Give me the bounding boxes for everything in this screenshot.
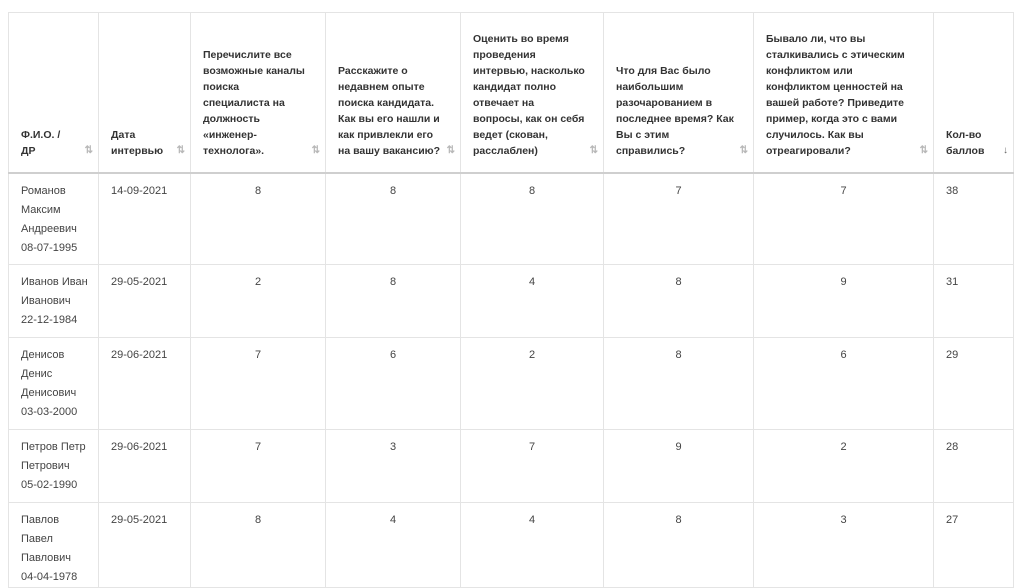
sort-icon[interactable]: ⇅ bbox=[589, 144, 597, 156]
sort-icon[interactable]: ⇅ bbox=[311, 144, 319, 156]
candidates-table-container bbox=[8, 12, 1013, 588]
cell-name bbox=[9, 430, 99, 503]
cell-total: 29 bbox=[934, 338, 1014, 430]
cell-date: 29-06-2021 bbox=[99, 430, 191, 503]
cell-score-q5: 2 bbox=[754, 430, 934, 503]
cell-score-q2: 4 bbox=[326, 503, 461, 588]
cell-score-q2: 3 bbox=[326, 430, 461, 503]
cell-score-q1: 2 bbox=[191, 265, 326, 338]
column-header-total[interactable] bbox=[934, 13, 1014, 173]
table-header-row bbox=[9, 13, 1014, 173]
table-row[interactable] bbox=[9, 430, 1014, 503]
column-header-label: Расскажите о недавнем опыте поиска кандидата. Как вы его нашли и как привлекли его на вашу вакансию? bbox=[338, 64, 441, 157]
cell-total: 31 bbox=[934, 265, 1014, 338]
column-header-q4[interactable] bbox=[604, 13, 754, 173]
cell-score-q3: 4 bbox=[461, 503, 604, 588]
cell-date: 29-05-2021 bbox=[99, 265, 191, 338]
sort-desc-icon[interactable]: ↓ bbox=[1003, 144, 1007, 156]
cell-score-q1: 8 bbox=[191, 503, 326, 588]
cell-total: 27 bbox=[934, 503, 1014, 588]
sort-icon[interactable]: ⇅ bbox=[919, 144, 927, 156]
cell-score-q4: 8 bbox=[604, 338, 754, 430]
cell-score-q4: 9 bbox=[604, 430, 754, 503]
cell-score-q3: 7 bbox=[461, 430, 604, 503]
cell-score-q1: 7 bbox=[191, 338, 326, 430]
column-header-label: Кол-во баллов bbox=[946, 128, 985, 157]
cell-total: 28 bbox=[934, 430, 1014, 503]
column-header-label: Перечислите все возможные каналы поиска специалиста на должность «инженер-технолога». bbox=[203, 48, 305, 157]
candidates-table bbox=[8, 12, 1014, 588]
candidate-name: Петров Петр Петрович bbox=[21, 441, 86, 472]
cell-score-q4: 8 bbox=[604, 503, 754, 588]
column-header-label: Дата интервью bbox=[111, 128, 164, 157]
column-header-q1[interactable] bbox=[191, 13, 326, 173]
cell-name bbox=[9, 338, 99, 430]
sort-icon[interactable]: ⇅ bbox=[176, 144, 184, 156]
table-row[interactable] bbox=[9, 265, 1014, 338]
candidate-name: Романов Максим Андреевич bbox=[21, 184, 77, 235]
candidate-name: Павлов Павел Павлович bbox=[21, 514, 71, 564]
cell-name bbox=[9, 173, 99, 265]
cell-date: 14-09-2021 bbox=[99, 173, 191, 265]
cell-score-q3: 2 bbox=[461, 338, 604, 430]
cell-score-q1: 8 bbox=[191, 173, 326, 265]
cell-name bbox=[9, 503, 99, 588]
table-row[interactable] bbox=[9, 173, 1014, 265]
sort-icon[interactable]: ⇅ bbox=[446, 144, 454, 156]
column-header-name[interactable] bbox=[9, 13, 99, 173]
cell-date: 29-05-2021 bbox=[99, 503, 191, 588]
candidate-dob: 04-04-1978 bbox=[21, 571, 78, 583]
cell-score-q3: 4 bbox=[461, 265, 604, 338]
cell-score-q5: 3 bbox=[754, 503, 934, 588]
sort-icon[interactable]: ⇅ bbox=[739, 144, 747, 156]
column-header-label: Ф.И.О. / ДР bbox=[21, 128, 61, 157]
candidate-name: Денисов Денис Денисович bbox=[21, 349, 77, 399]
cell-score-q2: 8 bbox=[326, 265, 461, 338]
cell-score-q5: 7 bbox=[754, 173, 934, 265]
cell-date: 29-06-2021 bbox=[99, 338, 191, 430]
column-header-q3[interactable] bbox=[461, 13, 604, 173]
column-header-date[interactable] bbox=[99, 13, 191, 173]
table-row[interactable] bbox=[9, 503, 1014, 588]
candidate-dob: 08-07-1995 bbox=[21, 241, 78, 254]
column-header-label: Что для Вас было наибольшим разочарованием в последнее время? Как Вы с этим справились? bbox=[616, 64, 734, 157]
cell-score-q3: 8 bbox=[461, 173, 604, 265]
column-header-q5[interactable] bbox=[754, 13, 934, 173]
cell-score-q4: 8 bbox=[604, 265, 754, 338]
cell-score-q4: 7 bbox=[604, 173, 754, 265]
candidate-name: Иванов Иван Иванович bbox=[21, 276, 88, 307]
cell-name bbox=[9, 265, 99, 338]
cell-score-q2: 6 bbox=[326, 338, 461, 430]
candidate-dob: 03-03-2000 bbox=[21, 406, 78, 418]
candidate-dob: 22-12-1984 bbox=[21, 314, 78, 326]
sort-icon[interactable]: ⇅ bbox=[84, 144, 92, 156]
cell-score-q5: 9 bbox=[754, 265, 934, 338]
cell-score-q2: 8 bbox=[326, 173, 461, 265]
cell-score-q5: 6 bbox=[754, 338, 934, 430]
column-header-q2[interactable] bbox=[326, 13, 461, 173]
column-header-label: Оценить во время проведения интервью, насколько кандидат полно отвечает на вопросы, как он себя ведет (скован, расслаблен) bbox=[473, 32, 585, 157]
table-row[interactable] bbox=[9, 338, 1014, 430]
cell-score-q1: 7 bbox=[191, 430, 326, 503]
cell-total: 38 bbox=[934, 173, 1014, 265]
candidate-dob: 05-02-1990 bbox=[21, 479, 78, 491]
column-header-label: Бывало ли, что вы сталкивались с этическим конфликтом или конфликтом ценностей на вашей работе? Приведите пример, когда это с вами случилось. Как вы отреагировали? bbox=[766, 32, 905, 157]
